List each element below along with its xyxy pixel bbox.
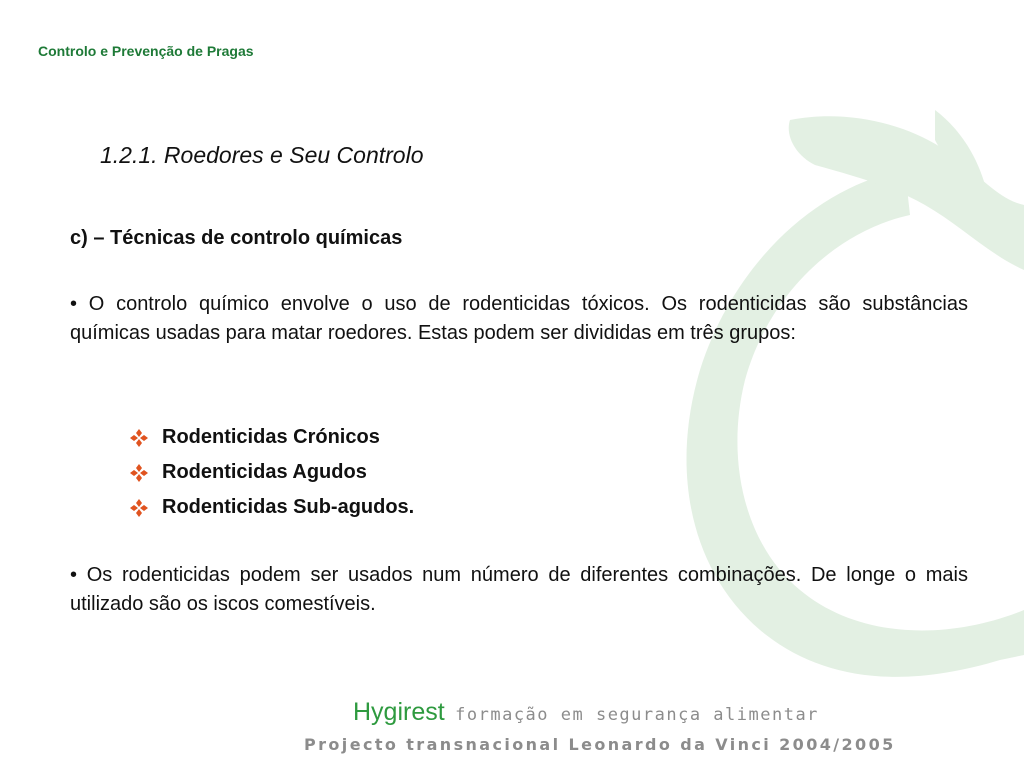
diamond-bullet-icon <box>130 499 148 517</box>
section-title: Controlo e Prevenção de Pragas <box>38 43 254 59</box>
diamond-bullet-icon <box>130 429 148 447</box>
brand-line <box>353 698 819 727</box>
intro-paragraph: • O controlo químico envolve o uso de rodenticidas tóxicos. Os rodenticidas são substâncias químicas usadas para matar roedores. Estas podem ser divididas em três grupos: <box>70 293 968 344</box>
list-item-label: Rodenticidas Sub-agudos. <box>162 496 415 518</box>
diamond-bullet-icon <box>130 464 148 482</box>
brand-tagline: formação em segurança alimentar <box>455 705 819 725</box>
list-item <box>130 420 414 455</box>
project-line: Projecto transnacional Leonardo da Vinci 2004/2005 <box>304 735 896 754</box>
list-item <box>130 455 414 490</box>
brand-logo-text: Hygirest <box>353 698 445 726</box>
slide-title: 1.2.1. Roedores e Seu Controlo <box>100 142 424 168</box>
list-item-label: Rodenticidas Agudos <box>162 461 367 483</box>
rodenticide-groups-list <box>130 420 414 525</box>
footer <box>0 690 1024 768</box>
subheading: c) – Técnicas de controlo químicas <box>70 227 403 249</box>
list-item-label: Rodenticidas Crónicos <box>162 426 380 448</box>
list-item <box>130 490 414 525</box>
closing-paragraph: • Os rodenticidas podem ser usados num número de diferentes combinações. De longe o mais utilizado são os iscos comestíveis. <box>70 564 968 615</box>
